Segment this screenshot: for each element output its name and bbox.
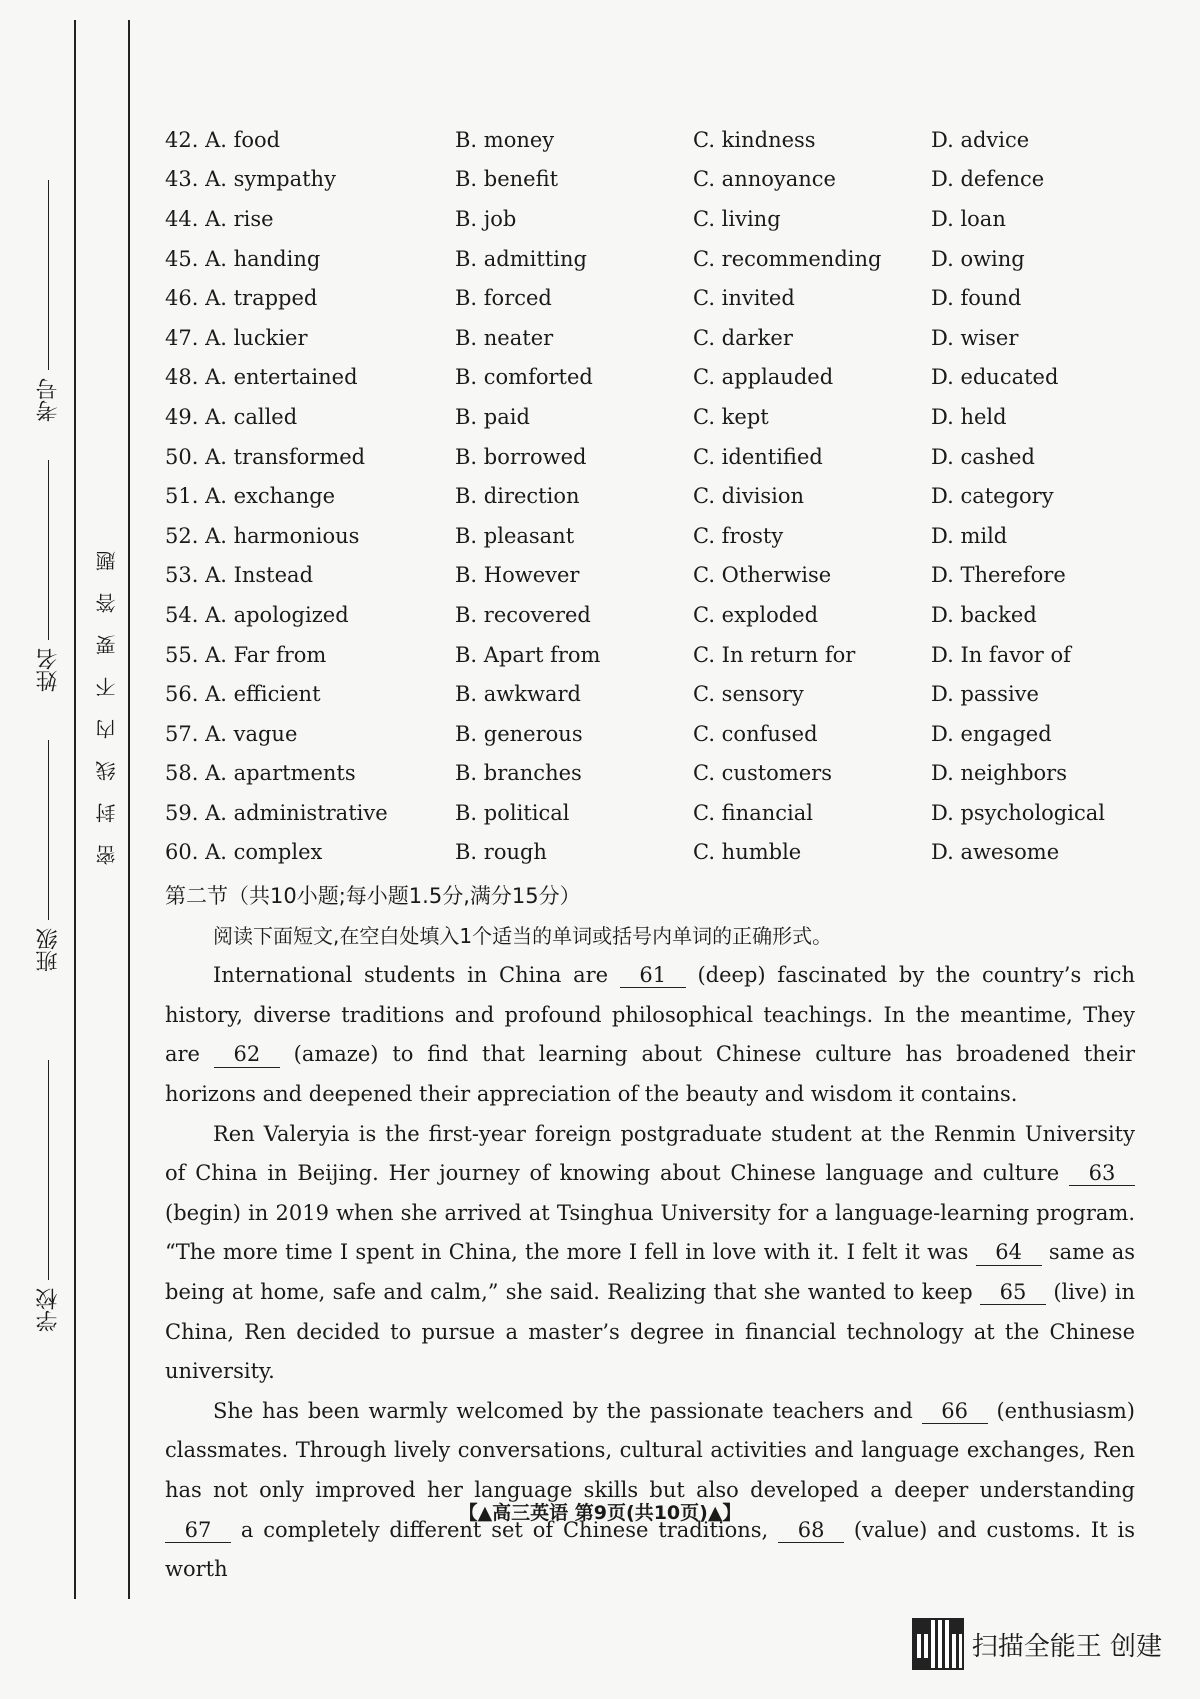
option-b: B. However: [455, 563, 580, 588]
option-row: [165, 437, 1135, 477]
option-c: C. division: [693, 484, 805, 509]
option-a: 51. A. exchange: [165, 484, 336, 509]
passage-text: International students in China are: [213, 963, 620, 988]
seal-char: 题: [94, 551, 119, 571]
option-c: C. annoyance: [693, 167, 836, 192]
option-d: D. loan: [931, 206, 1006, 231]
option-d: D. educated: [931, 365, 1059, 390]
option-d: D. advice: [931, 127, 1030, 152]
option-d: D. In favor of: [931, 642, 1071, 667]
option-d: D. owing: [931, 246, 1025, 271]
option-d: D. backed: [931, 602, 1037, 627]
option-b: B. admitting: [455, 246, 587, 271]
blank-64[interactable]: 64: [976, 1241, 1042, 1265]
option-b: B. recovered: [455, 602, 591, 627]
option-row: [165, 318, 1135, 358]
option-c: C. exploded: [693, 602, 819, 627]
option-row: [165, 397, 1135, 437]
option-b: B. branches: [455, 761, 582, 786]
option-row: [165, 714, 1135, 754]
option-c: C. darker: [693, 325, 793, 350]
blank-63[interactable]: 63: [1069, 1162, 1135, 1186]
option-row: [165, 199, 1135, 239]
section-heading: 第二节（共10小题;每小题1.5分,满分15分）: [165, 884, 581, 909]
option-a: 48. A. entertained: [165, 365, 358, 390]
option-b: B. forced: [455, 286, 552, 311]
option-c: C. In return for: [693, 642, 856, 667]
seal-line-notice: [86, 540, 126, 876]
option-a: 46. A. trapped: [165, 286, 318, 311]
option-c: C. living: [693, 206, 781, 231]
option-a: 47. A. luckier: [165, 325, 308, 350]
option-row: [165, 674, 1135, 714]
option-c: C. frosty: [693, 523, 784, 548]
option-d: D. wiser: [931, 325, 1019, 350]
class-label: 班级: [35, 928, 61, 972]
option-d: D. Therefore: [931, 563, 1066, 588]
seal-char: 线: [94, 761, 119, 781]
passage-paragraph-2: [165, 1115, 1135, 1392]
option-d: D. found: [931, 286, 1022, 311]
passage-text: Ren Valeryia is the first-year foreign postgraduate student at the Renmin University of China in Beijing. Her journey of knowing about Chinese language and culture: [165, 1121, 1135, 1186]
class-field[interactable]: [28, 740, 68, 980]
option-a: 49. A. called: [165, 404, 298, 429]
option-row: [165, 793, 1135, 833]
blank-61[interactable]: 61: [620, 964, 686, 988]
option-a: 53. A. Instead: [165, 563, 314, 588]
blank-66[interactable]: 66: [922, 1400, 988, 1424]
option-d: D. awesome: [931, 840, 1060, 865]
option-row: [165, 239, 1135, 279]
option-c: C. customers: [693, 761, 832, 786]
scanner-label: 扫描全能王 创建: [971, 1631, 1162, 1662]
option-row: [165, 278, 1135, 318]
option-a: 58. A. apartments: [165, 761, 356, 786]
option-c: C. confused: [693, 721, 818, 746]
option-c: C. applauded: [693, 365, 834, 390]
option-d: D. held: [931, 404, 1007, 429]
exam-number-label: 考号: [35, 378, 61, 422]
exam-number-field[interactable]: [28, 180, 68, 430]
option-a: 52. A. harmonious: [165, 523, 360, 548]
option-b: B. comforted: [455, 365, 593, 390]
option-a: 59. A. administrative: [165, 800, 388, 825]
option-a: 60. A. complex: [165, 840, 323, 865]
seal-char: 封: [94, 803, 119, 823]
option-d: D. psychological: [931, 800, 1105, 825]
option-a: 55. A. Far from: [165, 642, 327, 667]
option-d: D. category: [931, 484, 1054, 509]
option-row: [165, 358, 1135, 398]
blank-65[interactable]: 65: [980, 1281, 1046, 1305]
option-c: C. kept: [693, 404, 769, 429]
option-b: B. benefit: [455, 167, 559, 192]
exam-content: [165, 120, 1135, 1590]
option-b: B. job: [455, 206, 517, 231]
option-b: B. generous: [455, 721, 583, 746]
option-row: [165, 595, 1135, 635]
passage-paragraph-1: [165, 956, 1135, 1114]
option-row: [165, 476, 1135, 516]
option-a: 44. A. rise: [165, 206, 274, 231]
option-c: C. Otherwise: [693, 563, 832, 588]
option-c: C. sensory: [693, 682, 804, 707]
passage-text: (value) and customs. It is worth: [165, 1517, 1135, 1582]
seal-char: 不: [94, 677, 119, 697]
option-c: C. invited: [693, 286, 795, 311]
school-label: 学校: [35, 1288, 61, 1332]
passage-text: She has been warmly welcomed by the passionate teachers and: [213, 1398, 922, 1423]
passage-text: same as being at home, safe and calm,” she said. Realizing that she wanted to keep: [165, 1240, 1135, 1305]
name-label: 姓名: [35, 648, 61, 692]
option-c: C. kindness: [693, 127, 816, 152]
name-field[interactable]: [28, 460, 68, 700]
option-c: C. recommending: [693, 246, 882, 271]
qr-code-icon: [912, 1618, 964, 1670]
option-c: C. humble: [693, 840, 802, 865]
option-b: B. pleasant: [455, 523, 575, 548]
option-d: D. cashed: [931, 444, 1035, 469]
margin-line-outer: [74, 20, 76, 1599]
margin-line-inner: [128, 20, 130, 1599]
passage-text: (begin) in 2019 when she arrived at Tsinghua University for a language-learning program. “The more time I spent in China, the more I fell in love with it. I felt it was: [165, 1200, 1135, 1265]
option-b: B. Apart from: [455, 642, 601, 667]
passage-text: (deep) fascinated by the country’s rich history, diverse traditions and profound philosophical teachings. In the meantime, They are: [165, 963, 1136, 1067]
option-row: [165, 120, 1135, 160]
section-instruction: 阅读下面短文,在空白处填入1个适当的单词或括号内单词的正确形式。: [213, 924, 833, 949]
school-field[interactable]: [28, 1060, 68, 1340]
option-c: C. financial: [693, 800, 813, 825]
option-a: 42. A. food: [165, 127, 281, 152]
option-b: B. neater: [455, 325, 554, 350]
option-c: C. identified: [693, 444, 823, 469]
seal-char: 密: [94, 845, 119, 865]
option-b: B. awkward: [455, 682, 581, 707]
option-row: [165, 833, 1135, 873]
seal-char: 答: [94, 593, 119, 613]
option-b: B. borrowed: [455, 444, 587, 469]
passage-text: (live) in China, Ren decided to pursue a master’s degree in financial technology at the Chinese university.: [165, 1280, 1135, 1384]
seal-char: 内: [94, 719, 119, 739]
passage-paragraph-3: [165, 1392, 1135, 1590]
page-footer: 【▲高三英语 第9页(共10页)▲】: [458, 1502, 742, 1524]
option-d: D. engaged: [931, 721, 1052, 746]
option-a: 57. A. vague: [165, 721, 298, 746]
option-row: [165, 754, 1135, 794]
option-b: B. paid: [455, 404, 530, 429]
option-row: [165, 516, 1135, 556]
option-d: D. mild: [931, 523, 1008, 548]
options-table: [165, 120, 1135, 872]
blank-68[interactable]: 68: [778, 1519, 844, 1543]
option-row: [165, 556, 1135, 596]
scanner-watermark: [912, 1618, 1162, 1670]
option-b: B. money: [455, 127, 555, 152]
option-d: D. defence: [931, 167, 1045, 192]
passage-text: (amaze) to find that learning about Chinese culture has broadened their horizons and deepened their appreciation of the beauty and wisdom it contains.: [165, 1042, 1136, 1107]
option-row: [165, 635, 1135, 675]
option-row: [165, 160, 1135, 200]
blank-67[interactable]: 67: [165, 1519, 231, 1543]
option-b: B. political: [455, 800, 570, 825]
option-b: B. rough: [455, 840, 547, 865]
passage-text: (enthusiasm) classmates. Through lively conversations, cultural activities and language exchanges, Ren has not only improved her language skills but also developed a deeper understanding: [165, 1398, 1135, 1502]
option-a: 43. A. sympathy: [165, 167, 336, 192]
option-d: D. passive: [931, 682, 1039, 707]
option-d: D. neighbors: [931, 761, 1067, 786]
option-a: 56. A. efficient: [165, 682, 321, 707]
binding-margin: [0, 0, 140, 1699]
option-a: 54. A. apologized: [165, 602, 349, 627]
option-b: B. direction: [455, 484, 580, 509]
blank-62[interactable]: 62: [214, 1043, 280, 1067]
passage-text: a completely different set of Chinese traditions,: [231, 1517, 779, 1542]
option-a: 45. A. handing: [165, 246, 321, 271]
option-a: 50. A. transformed: [165, 444, 366, 469]
seal-char: 要: [94, 635, 119, 655]
